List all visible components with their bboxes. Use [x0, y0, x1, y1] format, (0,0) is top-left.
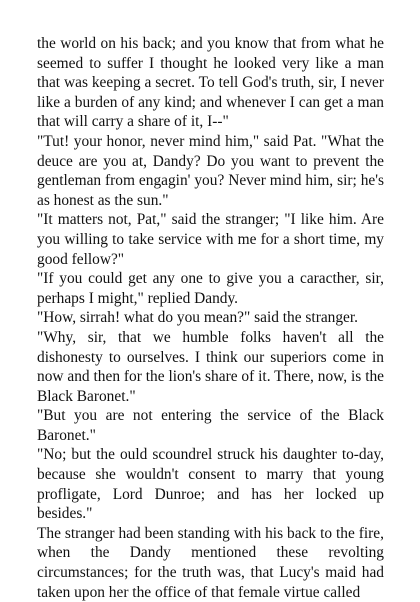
paragraph-8: "No; but the ould scoundrel struck his daughter to-day, because she wouldn't consent to marry that young profligate, Lord Dunroe; and has her locked up besides." — [37, 446, 384, 523]
paragraph-7: "But you are not entering the service of the Black Baronet." — [37, 407, 384, 444]
paragraph-9: The stranger had been standing with his back to the fire, when the Dandy mentioned these revolting circumstances; for the truth was, that Lucy's maid had taken upon her the office of that female virtue called — [37, 524, 384, 601]
page-text — [37, 34, 384, 602]
paragraph-6: "Why, sir, that we humble folks haven't all the dishonesty to ourselves. I think our superiors come in now and then for the lion's share of it. There, now, is the Black Baronet." — [37, 328, 384, 405]
paragraph-1: the world on his back; and you know that from what he seemed to suffer I thought he looked very like a man that was keeping a secret. To tell God's truth, sir, I never like a burden of any kind; and whenever I can get a man that will carry a share of it, I--" — [37, 35, 384, 131]
paragraph-2: "Tut! your honor, never mind him," said Pat. "What the deuce are you at, Dandy? Do you want to prevent the gentleman from engagin' you? Never mind him, sir; he's as honest as the sun." — [37, 132, 384, 209]
paragraph-3: "It matters not, Pat," said the stranger; "I like him. Are you willing to take service with me for a short time, my good fellow?" — [37, 211, 384, 268]
paragraph-5: "How, sirrah! what do you mean?" said the stranger. — [37, 309, 359, 327]
paragraph-4: "If you could get any one to give you a caracther, sir, perhaps I might," replied Dandy. — [37, 270, 384, 307]
